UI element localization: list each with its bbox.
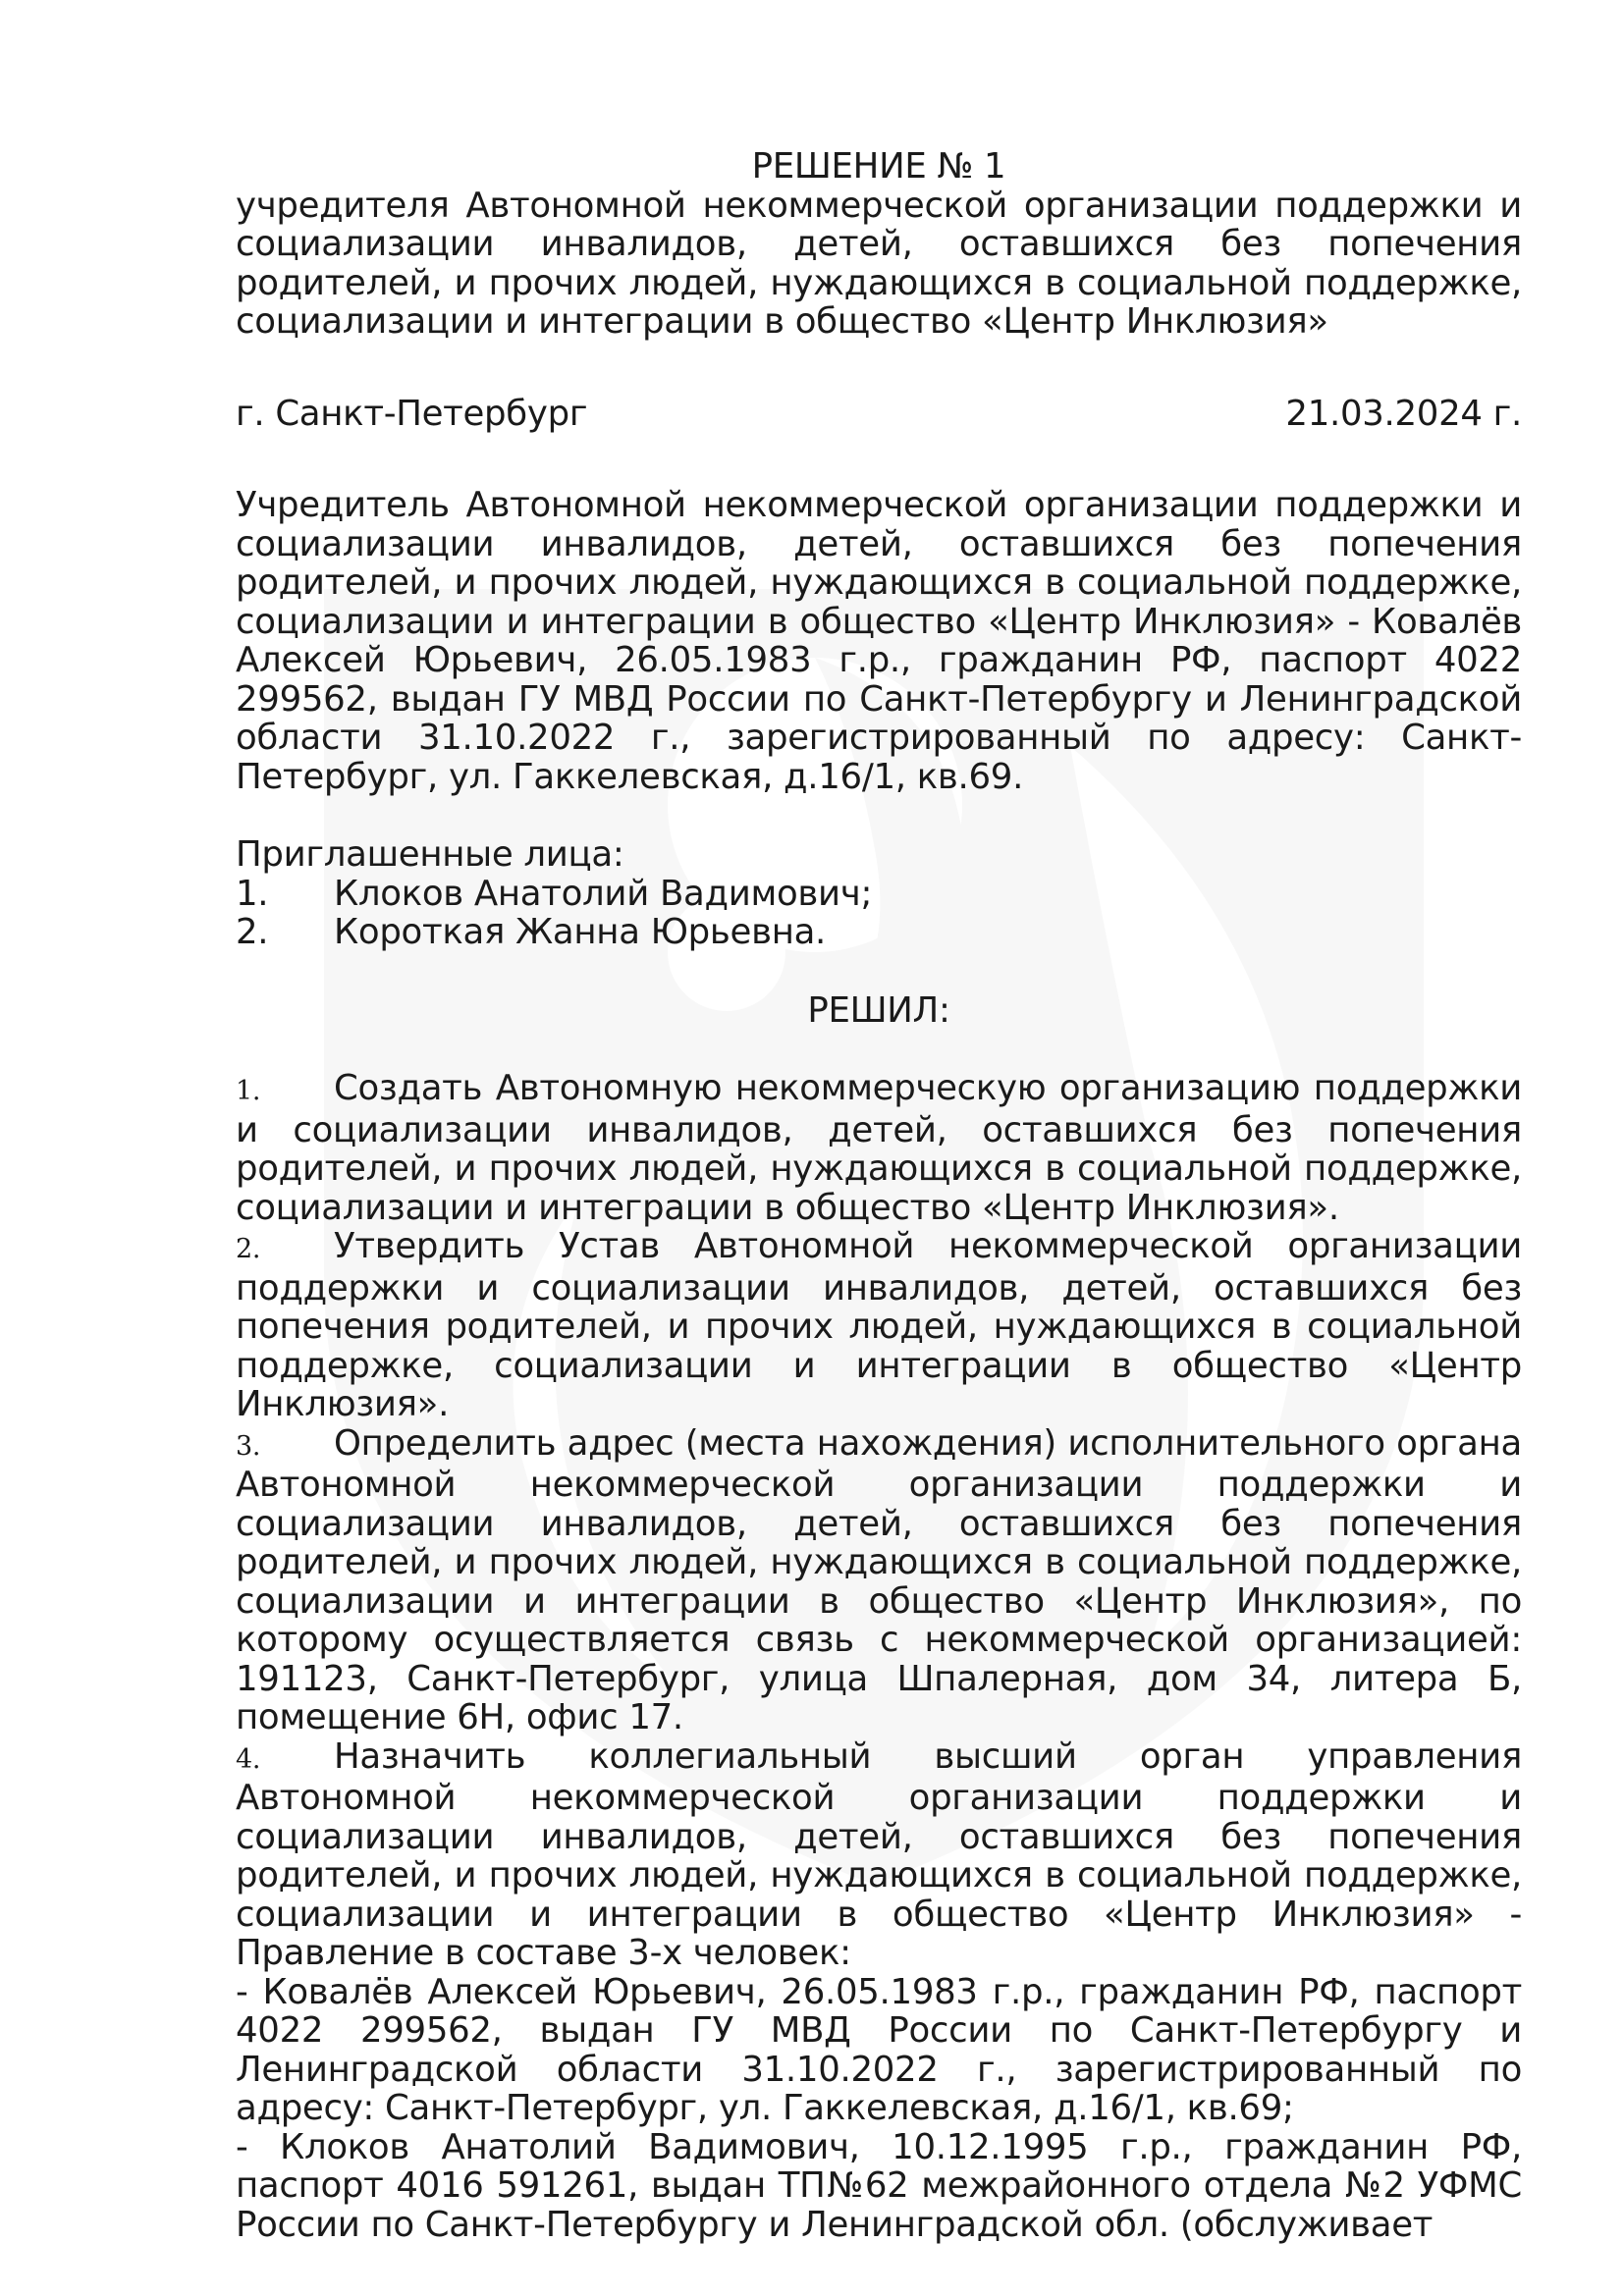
invited-item-name: Короткая Жанна Юрьевна. [334,912,827,952]
document-date: 21.03.2024 г. [1285,393,1522,434]
decision-text: Назначить коллегиальный высший орган управления Автономной некоммерческой организации поддержки и социализации инвалидов, детей, оставшихся без попечения родителей, и прочих людей, нуждающихся в социальной поддержке, социализации и интеграции в общество «Центр Инклюзия» - Правление в составе 3-х человек: [236,1735,1522,1973]
decision-item [236,1424,1522,1737]
decision-text: Определить адрес (места нахождения) исполнительного органа Автономной некоммерческой организации поддержки и социализации инвалидов, детей, оставшихся без попечения родителей, и прочих людей, нуждающихся в социальной поддержке, социализации и интеграции в общество «Центр Инклюзия», по которому осуществляется связь с некоммерческой организацией: 191123, Санкт-Петербург, улица Шпалерная, дом 34, литера Б, помещение 6Н, офис 17. [236,1422,1522,1737]
invited-item [236,875,1522,914]
decision-item [236,1069,1522,1227]
document-subtitle: учредителя Автономной некоммерческой организации поддержки и социализации инвалидов, детей, оставшихся без попечения родителей, и прочих людей, нуждающихся в социальной поддержке, социализации и интеграции в общество «Центр Инклюзия» [236,185,1522,342]
decision-text: Создать Автономную некоммерческую организацию поддержки и социализации инвалидов, детей, оставшихся без попечения родителей, и прочих людей, нуждающихся в социальной поддержке, социализации и интеграции в общество «Центр Инклюзия». [236,1068,1522,1228]
document-city: г. Санкт-Петербург [236,393,588,434]
place-date-row [236,395,1522,434]
invited-item [236,913,1522,952]
invited-heading: Приглашенные лица: [236,834,624,875]
decision-text: Утвердить Устав Автономной некоммерческой организации поддержки и социализации инвалидов, детей, оставшихся без попечения родителей, и прочих людей, нуждающихся в социальной поддержке, социализации и интеграции в общество «Центр Инклюзия». [236,1226,1522,1424]
decision-number: 3. [236,1430,261,1462]
decided-heading: РЕШИЛ: [807,989,950,1031]
document-title: РЕШЕНИЕ № 1 [751,146,1006,187]
invited-item-number: 1. [236,873,269,914]
decision-item [236,1737,1522,1973]
document-body [236,147,1522,2244]
invited-item-name: Клоков Анатолий Вадимович; [334,873,873,914]
decision-number: 4. [236,1743,261,1775]
decision-item [236,1227,1522,1424]
board-member-entry: - Клоков Анатолий Вадимович, 10.12.1995 г.р., гражданин РФ, паспорт 4016 591261, выдан ТП№62 межрайонного отдела №2 УФМС России по Санкт-Петербургу и Ленинградской обл. (обслуживает [236,2126,1522,2245]
founder-paragraph: Учредитель Автономной некоммерческой организации поддержки и социализации инвалидов, детей, оставшихся без попечения родителей, и прочих людей, нуждающихся в социальной поддержке, социализации и интеграции в общество «Центр Инклюзия» - Ковалёв Алексей Юрьевич, 26.05.1983 г.р., гражданин РФ, паспорт 4022 299562, выдан ГУ МВД России по Санкт-Петербургу и Ленинградской области 31.10.2022 г., зарегистрированный по адресу: Санкт-Петербург, ул. Гаккелевская, д.16/1, кв.69. [236,485,1522,797]
invited-item-number: 2. [236,912,269,952]
decision-number: 1. [236,1076,261,1106]
decision-number: 2. [236,1234,261,1264]
board-member-entry: - Ковалёв Алексей Юрьевич, 26.05.1983 г.р., гражданин РФ, паспорт 4022 299562, выдан ГУ МВД России по Санкт-Петербургу и Ленинградской области 31.10.2022 г., зарегистрированный по адресу: Санкт-Петербург, ул. Гаккелевская, д.16/1, кв.69; [236,1971,1522,2128]
